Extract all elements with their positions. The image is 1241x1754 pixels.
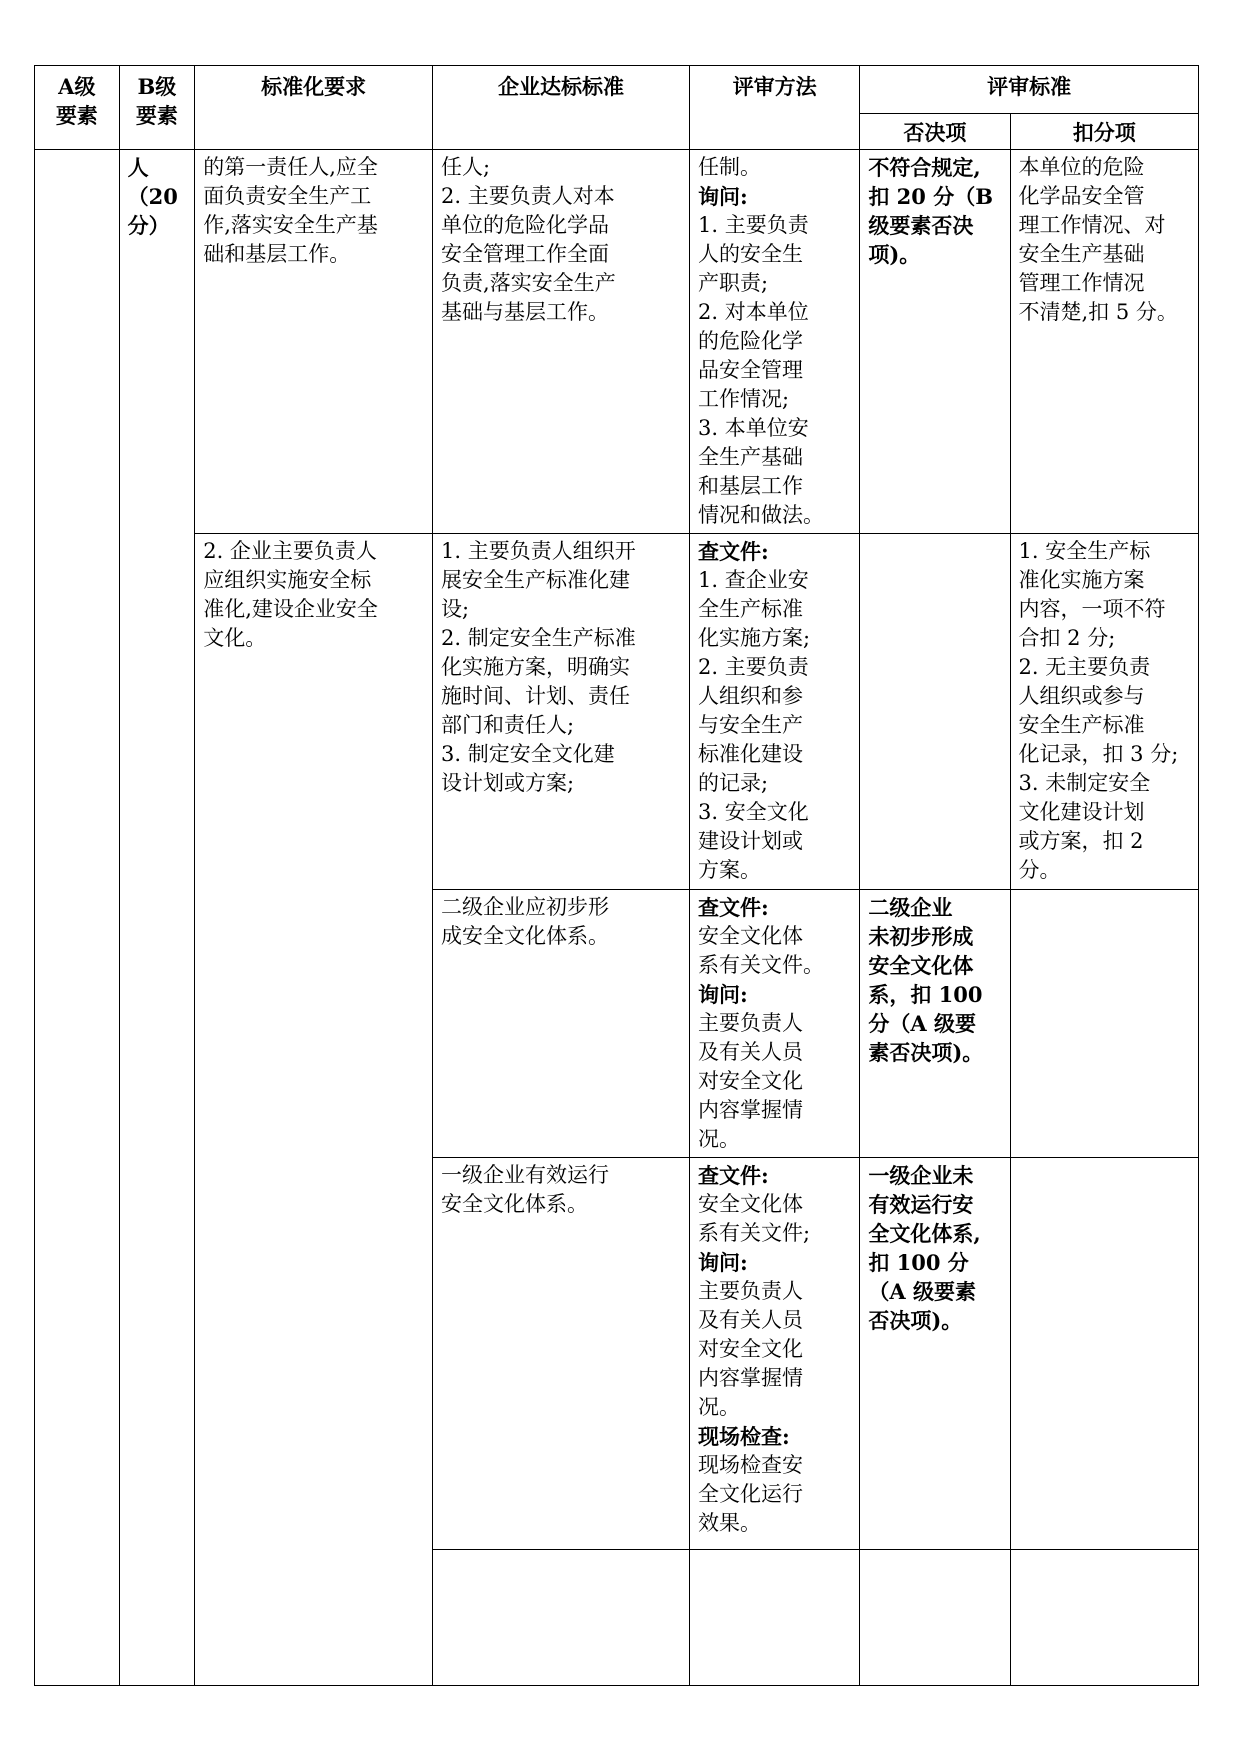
method-cell: [690, 1158, 860, 1550]
empty-cell: [1010, 1550, 1199, 1686]
empty-cell: [860, 1550, 1010, 1686]
method-line: 情况和做法。: [698, 503, 825, 527]
cell-line: 全文化体系,: [868, 1221, 981, 1246]
cell-line: 作,落实安全生产基: [203, 213, 378, 237]
cell-line: 安全文化体系。: [441, 1192, 589, 1216]
standard-cell: [433, 1158, 690, 1550]
method-line: 况。: [698, 1127, 741, 1151]
cell-line: 化学品安全管: [1018, 184, 1145, 208]
cell-line: 基础与基层工作。: [441, 300, 610, 324]
cell-line: 扣 20 分（B: [868, 184, 993, 209]
cell-line: 扣 100 分: [868, 1250, 969, 1275]
cell-line: 设;: [441, 597, 470, 621]
cell-line: 级要素否决: [868, 213, 974, 238]
method-line: 全生产标准: [698, 597, 804, 621]
method-line: 系有关文件。: [698, 953, 825, 977]
standard-cell: [433, 890, 690, 1158]
method-line: 效果。: [698, 1511, 762, 1535]
method-heading: 现场检查:: [698, 1424, 790, 1449]
header-a-level: A级 要素: [35, 66, 120, 150]
cell-line: 2. 主要负责人对本: [441, 184, 615, 208]
cell-line: 的第一责任人,应全: [203, 155, 378, 179]
method-heading: 询问:: [698, 1250, 748, 1275]
cell-line: 2. 企业主要负责人: [203, 539, 377, 563]
method-cell: [690, 150, 860, 534]
assessment-table: [34, 65, 1199, 1686]
method-line: 方案。: [698, 858, 762, 882]
b-level-cell: 人 （20 分）: [119, 150, 195, 1686]
method-line: 2. 对本单位: [698, 300, 809, 324]
method-line: 建设计划或: [698, 829, 804, 853]
cell-line: 安全文化体: [868, 953, 974, 978]
cell-line: 设计划或方案;: [441, 771, 575, 795]
method-line: 与安全生产: [698, 713, 804, 737]
cell-line: 应组织实施安全标: [203, 568, 372, 592]
method-line: 1. 主要负责: [698, 213, 809, 237]
method-line: 全生产基础: [698, 445, 804, 469]
cell-line: 二级企业: [868, 895, 953, 920]
cell-line: 项)。: [868, 242, 921, 267]
method-line: 内容掌握情: [698, 1366, 804, 1390]
method-line: 人的安全生: [698, 242, 804, 266]
header-requirement: 标准化要求: [195, 66, 433, 150]
deduct-cell: [1010, 150, 1199, 534]
cell-line: 成安全文化体系。: [441, 924, 610, 948]
cell-line: 素否决项)。: [868, 1040, 984, 1065]
cell-line: 有效运行安: [868, 1192, 974, 1217]
empty-cell: [433, 1550, 690, 1686]
method-line: 安全文化体: [698, 1192, 804, 1216]
method-line: 化实施方案;: [698, 626, 811, 650]
header-veto: 否决项: [860, 114, 1010, 150]
header-b-level: B级 要素: [119, 66, 195, 150]
header-method: 评审方法: [690, 66, 860, 150]
cell-line: 人组织或参与: [1018, 684, 1145, 708]
header-standard: 企业达标标准: [433, 66, 690, 150]
cell-line: 3. 未制定安全: [1018, 771, 1151, 795]
method-heading: 查文件:: [698, 539, 769, 564]
method-line: 安全文化体: [698, 924, 804, 948]
cell-line: 1. 安全生产标: [1018, 539, 1151, 563]
veto-cell: [860, 150, 1010, 534]
method-line: 的记录;: [698, 771, 769, 795]
cell-line: 3. 制定安全文化建: [441, 742, 615, 766]
method-line: 对安全文化: [698, 1069, 804, 1093]
header-deduct: 扣分项: [1010, 114, 1199, 150]
requirement-cell: [195, 150, 433, 534]
method-cell: [690, 534, 860, 890]
deduct-cell: [1010, 1158, 1199, 1550]
veto-cell: [860, 1158, 1010, 1550]
method-line: 况。: [698, 1395, 741, 1419]
method-line: 现场检查安: [698, 1453, 804, 1477]
method-line: 1. 查企业安: [698, 568, 809, 592]
standard-cell: [433, 534, 690, 890]
cell-line: 准化,建设企业安全: [203, 597, 378, 621]
cell-line: 本单位的危险: [1018, 155, 1145, 179]
standard-cell: [433, 150, 690, 534]
veto-cell: [860, 534, 1010, 890]
method-heading: 询问:: [698, 184, 748, 209]
cell-line: 合扣 2 分;: [1018, 626, 1116, 650]
cell-line: 负责,落实安全生产: [441, 271, 616, 295]
method-heading: 询问:: [698, 982, 748, 1007]
method-line: 3. 安全文化: [698, 800, 809, 824]
method-line: 品安全管理: [698, 358, 804, 382]
cell-line: 二级企业应初步形: [441, 895, 610, 919]
cell-line: 不清楚,扣 5 分。: [1018, 300, 1178, 324]
method-line: 产职责;: [698, 271, 769, 295]
cell-line: 系，扣 100: [868, 982, 983, 1007]
a-level-cell: [35, 150, 120, 1686]
requirement-cell: [195, 534, 433, 1686]
method-line: 对安全文化: [698, 1337, 804, 1361]
method-line: 标准化建设: [698, 742, 804, 766]
cell-line: 任人;: [441, 155, 491, 179]
cell-line: 2. 制定安全生产标准: [441, 626, 636, 650]
method-line: 全文化运行: [698, 1482, 804, 1506]
cell-line: 文化建设计划: [1018, 800, 1145, 824]
cell-line: 部门和责任人;: [441, 713, 575, 737]
method-line: 2. 主要负责: [698, 655, 809, 679]
cell-line: 一级企业未: [868, 1163, 974, 1188]
veto-cell: [860, 890, 1010, 1158]
method-line: 主要负责人: [698, 1279, 804, 1303]
cell-line: 准化实施方案: [1018, 568, 1145, 592]
deduct-cell: [1010, 890, 1199, 1158]
cell-line: 化实施方案，明确实: [441, 655, 631, 679]
method-line: 主要负责人: [698, 1011, 804, 1035]
method-line: 内容掌握情: [698, 1098, 804, 1122]
cell-line: 单位的危险化学品: [441, 213, 610, 237]
cell-line: 管理工作情况: [1018, 271, 1145, 295]
header-criteria: 评审标准: [860, 66, 1199, 114]
method-cell: [690, 890, 860, 1158]
cell-line: 安全生产基础: [1018, 242, 1145, 266]
method-line: 工作情况;: [698, 387, 790, 411]
cell-line: 文化。: [203, 626, 267, 650]
method-line: 3. 本单位安: [698, 416, 809, 440]
cell-line: 础和基层工作。: [203, 242, 351, 266]
method-heading: 查文件:: [698, 895, 769, 920]
method-line: 人组织和参: [698, 684, 804, 708]
cell-line: 或方案，扣 2 分。: [1018, 829, 1144, 882]
cell-line: 2. 无主要负责: [1018, 655, 1151, 679]
cell-line: 施时间、计划、责任: [441, 684, 631, 708]
cell-line: 未初步形成: [868, 924, 974, 949]
cell-line: 1. 主要负责人组织开: [441, 539, 636, 563]
method-line: 系有关文件;: [698, 1221, 811, 1245]
cell-line: 化记录，扣 3 分;: [1018, 742, 1179, 766]
cell-line: 不符合规定,: [868, 155, 981, 180]
cell-line: 安全管理工作全面: [441, 242, 610, 266]
method-line: 的危险化学: [698, 329, 804, 353]
method-line: 及有关人员: [698, 1040, 804, 1064]
cell-line: 内容，一项不符: [1018, 597, 1166, 621]
cell-line: 一级企业有效运行: [441, 1163, 610, 1187]
deduct-cell: [1010, 534, 1199, 890]
cell-line: （A 级要素: [868, 1279, 976, 1304]
cell-line: 否决项)。: [868, 1308, 963, 1333]
method-line: 及有关人员: [698, 1308, 804, 1332]
cell-line: 理工作情况、对: [1018, 213, 1166, 237]
method-heading: 查文件:: [698, 1163, 769, 1188]
method-line: 任制。: [698, 155, 762, 179]
cell-line: 展安全生产标准化建: [441, 568, 631, 592]
cell-line: 分（A 级要: [868, 1011, 976, 1036]
method-line: 和基层工作: [698, 474, 804, 498]
cell-line: 安全生产标准: [1018, 713, 1145, 737]
empty-cell: [690, 1550, 860, 1686]
cell-line: 面负责安全生产工: [203, 184, 372, 208]
